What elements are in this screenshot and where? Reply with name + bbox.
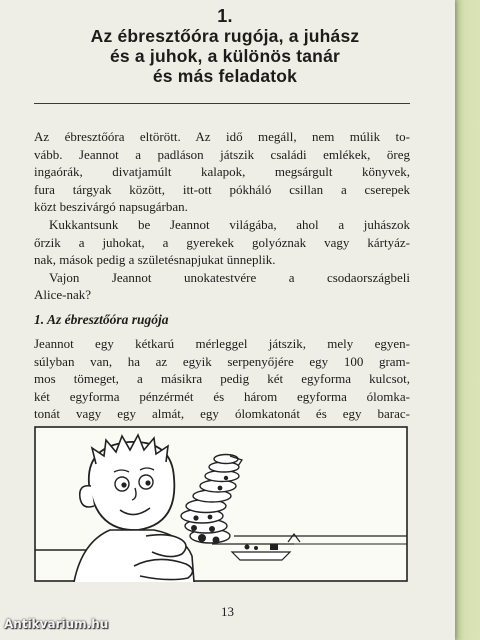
chapter-number: 1. bbox=[217, 6, 233, 26]
text-line: Alice-nak? bbox=[34, 287, 92, 303]
text-line: két egyforma pénzérmét és három egyforma ólomka- bbox=[34, 388, 410, 404]
book-edge bbox=[455, 0, 480, 640]
chapter-title-line: és más feladatok bbox=[152, 66, 298, 86]
text-line: nak, mások pedig a születésnapjukat ünneplik. bbox=[34, 252, 276, 268]
chapter-title-line: Az ébresztőóra rugója, a juhász bbox=[90, 26, 360, 46]
text-line: Jeannot egy kétkarú mérleggel játszik, mely egyen- bbox=[34, 336, 410, 351]
section-text bbox=[34, 335, 410, 423]
text-line: ingaórák, divatjamúlt kalapok, megsárgult könyvek, bbox=[34, 164, 410, 180]
page-number: 13 bbox=[221, 604, 234, 619]
text-line: Az ébresztőóra eltörött. Az idő megáll, nem múlik to- bbox=[34, 129, 410, 144]
chapter-title bbox=[40, 6, 410, 86]
watermark: Antikvarium.hu bbox=[4, 617, 109, 631]
illustration-boy-with-balance bbox=[34, 426, 408, 582]
intro-text bbox=[34, 128, 410, 304]
text-line: tonát vagy egy almát, egy ólomkatonát és egy barac- bbox=[34, 406, 410, 422]
section-heading: 1. Az ébresztőóra rugója bbox=[34, 312, 169, 327]
title-divider bbox=[34, 103, 410, 104]
text-line: közt beszivárgó napsugárban. bbox=[34, 199, 188, 215]
text-line: Vajon Jeannot unokatestvére a csodaországbeli bbox=[49, 269, 410, 285]
text-line: súlyban van, ha az egyik serpenyőjére egy 100 gram- bbox=[34, 353, 410, 369]
text-line: fura tárgyak között, itt-ott pókháló csillan a cserepek bbox=[34, 181, 410, 197]
text-line: őrzik a juhokat, a gyerekek golyóznak vagy kártyáz- bbox=[34, 234, 410, 250]
text-line: mos tömeget, a másikra pedig két egyforma kulcsot, bbox=[34, 371, 410, 387]
text-line: vább. Jeannot a padláson játszik családi emlékek, öreg bbox=[34, 146, 410, 162]
chapter-title-line: és a juhok, a különös tanár bbox=[109, 46, 341, 66]
text-line: Kukkantsunk be Jeannot világába, ahol a juhászok bbox=[49, 216, 410, 232]
